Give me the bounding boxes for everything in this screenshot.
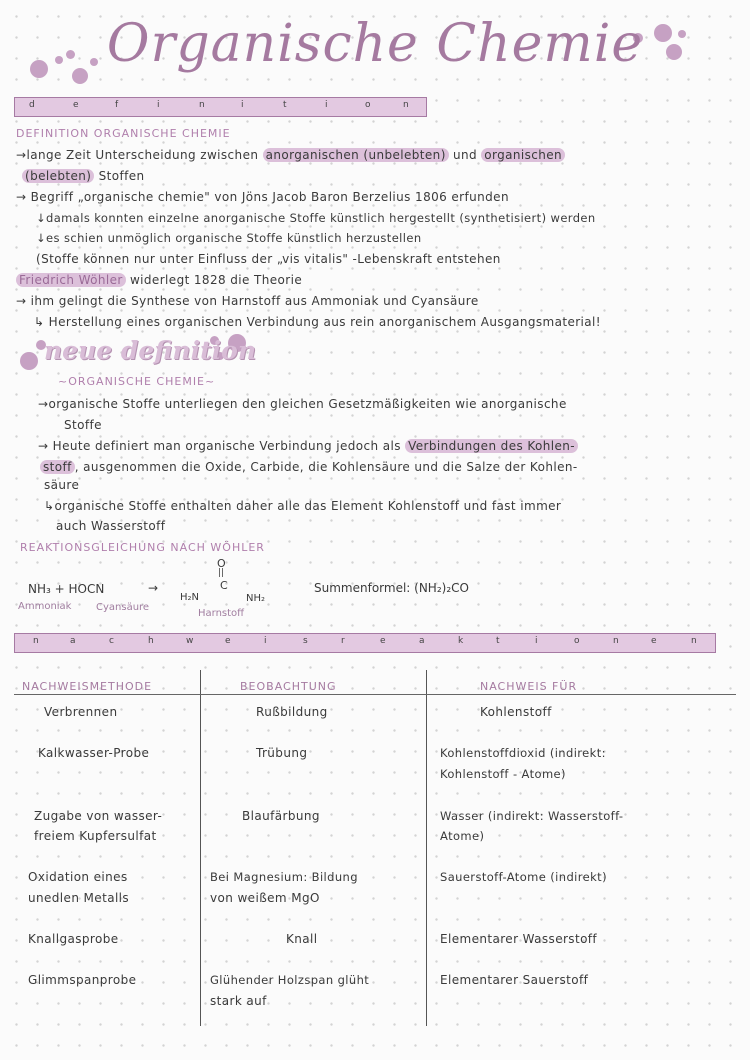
band-letter: c xyxy=(109,636,114,646)
band-letter: e xyxy=(380,636,386,646)
label-cyansaeure: Cyansäure xyxy=(96,602,150,613)
table-cell: freiem Kupfersulfat xyxy=(34,829,157,843)
reaction-lhs: NH₃ + HOCN xyxy=(28,582,105,596)
band-letter: o xyxy=(574,636,580,646)
label-ammoniak: Ammoniak xyxy=(18,601,72,612)
text-line: Friedrich Wöhler widerlegt 1828 die Theorie xyxy=(16,272,302,288)
band-letter: n xyxy=(33,636,39,646)
table-header-method: NACHWEISMETHODE xyxy=(22,680,153,693)
section-band-nachweisreaktionen xyxy=(14,633,716,653)
table-cell: Knall xyxy=(286,932,318,946)
text-line: (belebten) Stoffen xyxy=(22,168,145,184)
band-letter: w xyxy=(186,636,194,646)
band-letter: a xyxy=(70,636,76,646)
band-letter: n xyxy=(403,100,409,110)
text-line: →organische Stoffe unterliegen den gleichen Gesetzmäßigkeiten wie anorganische xyxy=(38,397,567,411)
table-cell: Sauerstoff-Atome (indirekt) xyxy=(440,870,607,884)
band-letter: e xyxy=(73,100,79,110)
table-cell: unedlen Metalls xyxy=(28,891,130,905)
table-cell: Wasser (indirekt: Wasserstoff- xyxy=(440,809,624,823)
reaction-nh2: NH₂ xyxy=(246,593,266,604)
band-letter: i xyxy=(325,100,328,110)
highlight: organischen xyxy=(481,148,565,162)
text-line: säure xyxy=(44,478,80,492)
table-cell: Kohlenstoff - Atome) xyxy=(440,767,566,781)
table-cell: Kohlenstoffdioxid (indirekt: xyxy=(440,746,606,760)
reaction-c: C xyxy=(220,579,228,592)
decor-dot xyxy=(20,352,38,370)
text-line: ↓es schien unmöglich organische Stoffe künstlich herzustellen xyxy=(36,231,422,245)
text-line: ↳organische Stoffe enthalten daher alle das Element Kohlenstoff und fast immer xyxy=(44,499,562,513)
table-cell: Kohlenstoff xyxy=(480,705,552,719)
table-cell: Kalkwasser-Probe xyxy=(38,746,150,760)
table-header-observation: BEOBACHTUNG xyxy=(240,680,337,693)
band-letter: h xyxy=(148,636,154,646)
band-letter: d xyxy=(29,100,35,110)
reaction-heading: REAKTIONSGLEICHUNG NACH WÖHLER xyxy=(20,541,265,554)
highlight: Verbindungen des Kohlen- xyxy=(405,439,578,453)
reaction-formula: Summenformel: (NH₂)₂CO xyxy=(314,581,469,595)
highlight: (belebten) xyxy=(22,169,94,183)
text-line: → Begriff „organische chemie" von Jöns Jacob Baron Berzelius 1806 erfunden xyxy=(16,190,509,204)
text-line: Stoffe xyxy=(64,418,102,432)
table-cell: Trübung xyxy=(256,746,308,760)
table-cell: Bei Magnesium: Bildung xyxy=(210,870,358,884)
band-letter: i xyxy=(241,100,244,110)
band-letter: t xyxy=(496,636,500,646)
band-letter: t xyxy=(283,100,287,110)
reaction-double-bond: || xyxy=(218,568,225,578)
table-divider xyxy=(426,670,427,1026)
text-line: →lange Zeit Unterscheidung zwischen anorganischen (unbelebten) und organischen xyxy=(16,147,565,163)
highlight: stoff xyxy=(40,460,75,474)
band-letter: e xyxy=(225,636,231,646)
table-header-rule xyxy=(14,694,736,695)
band-letter: i xyxy=(535,636,538,646)
table-cell: von weißem MgO xyxy=(210,891,320,905)
table-cell: Atome) xyxy=(440,829,485,843)
table-cell: Zugabe von wasser- xyxy=(34,809,163,823)
page-title: Organische Chemie xyxy=(106,14,644,74)
reaction-o: O xyxy=(217,557,226,570)
table-cell: Elementarer Wasserstoff xyxy=(440,932,598,946)
band-letter: s xyxy=(303,636,308,646)
neue-subheading: ~ORGANISCHE CHEMIE~ xyxy=(58,375,216,388)
highlight: anorganischen (unbelebten) xyxy=(263,148,449,162)
band-letter: i xyxy=(264,636,267,646)
reaction-h2n: H₂N xyxy=(180,592,200,603)
text-line: (Stoffe können nur unter Einfluss der „vis vitalis" -Lebenskraft entstehen xyxy=(36,252,501,266)
band-letter: e xyxy=(651,636,657,646)
text-line: ↳ Herstellung eines organischen Verbindung aus rein anorganischem Ausgangsmaterial! xyxy=(34,315,601,329)
text-line: ↓damals konnten einzelne anorganische Stoffe künstlich hergestellt (synthetisiert) werden xyxy=(36,211,596,225)
band-letter: o xyxy=(365,100,371,110)
table-cell: Rußbildung xyxy=(256,705,328,719)
band-letter: n xyxy=(613,636,619,646)
reaction-arrow: → xyxy=(148,581,159,595)
table-cell: Verbrennen xyxy=(44,705,118,719)
band-letter: f xyxy=(115,100,119,110)
table-cell: Blaufärbung xyxy=(242,809,320,823)
table-cell: Glimmspanprobe xyxy=(28,973,137,987)
neue-definition-heading: neue definition xyxy=(44,336,256,365)
band-letter: n xyxy=(199,100,205,110)
text-line: auch Wasserstoff xyxy=(56,519,166,533)
section-band-definition xyxy=(14,97,427,117)
table-cell: Oxidation eines xyxy=(28,870,128,884)
table-header-proof: NACHWEIS FÜR xyxy=(480,680,578,693)
band-letter: i xyxy=(157,100,160,110)
band-letter: a xyxy=(419,636,425,646)
band-letter: k xyxy=(458,636,464,646)
table-cell: stark auf xyxy=(210,994,267,1008)
band-letter: r xyxy=(341,636,345,646)
table-cell: Glühender Holzspan glüht xyxy=(210,973,370,987)
highlight: Friedrich Wöhler xyxy=(16,273,126,287)
definition-heading: DEFINITION ORGANISCHE CHEMIE xyxy=(16,127,231,140)
table-cell: Elementarer Sauerstoff xyxy=(440,973,589,987)
label-harnstoff: Harnstoff xyxy=(198,608,245,619)
text-line: stoff , ausgenommen die Oxide, Carbide, die Kohlensäure und die Salze der Kohlen- xyxy=(40,459,578,475)
table-divider xyxy=(200,670,201,1026)
band-letter: n xyxy=(691,636,697,646)
table-cell: Knallgasprobe xyxy=(28,932,119,946)
text-line: → ihm gelingt die Synthese von Harnstoff aus Ammoniak und Cyansäure xyxy=(16,294,479,308)
text-line: → Heute definiert man organische Verbindung jedoch als Verbindungen des Kohlen- xyxy=(38,438,578,454)
